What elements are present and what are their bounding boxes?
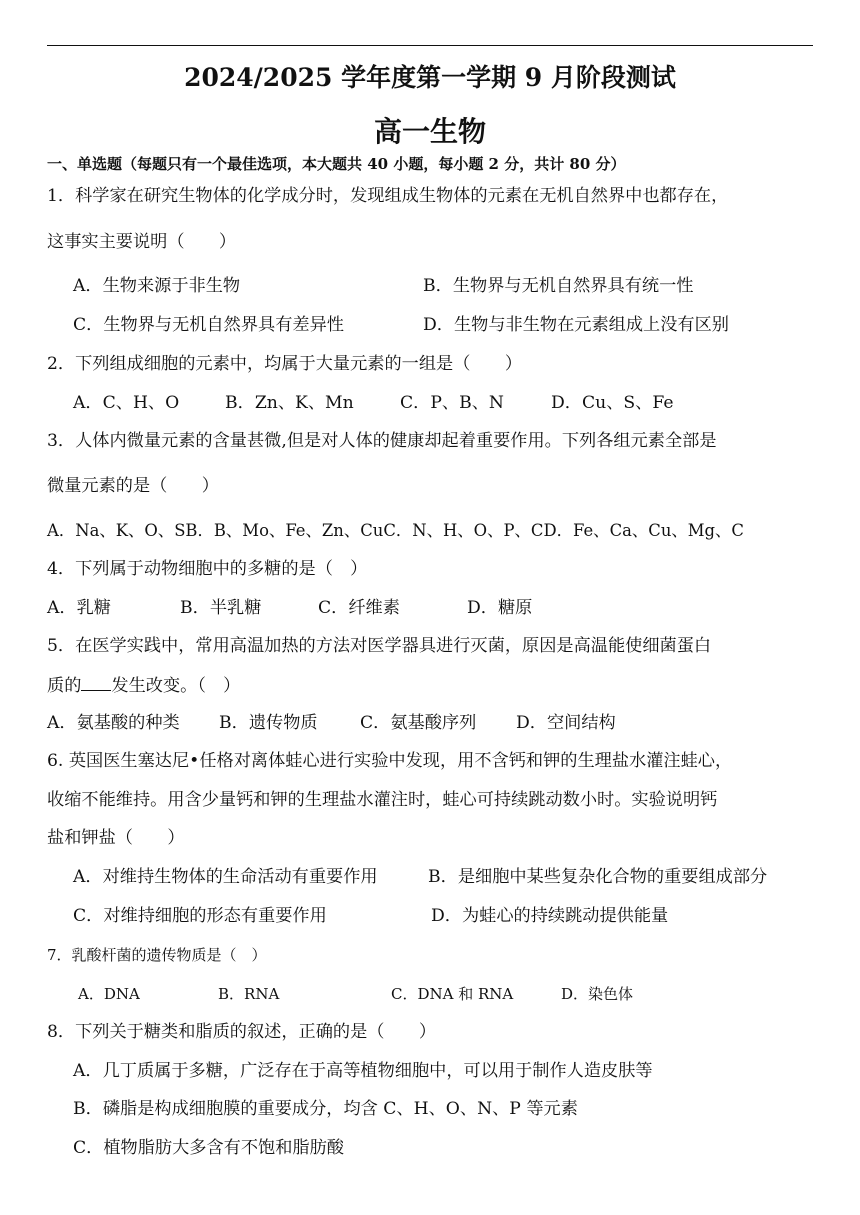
subject-title: 高一生物 — [373, 115, 486, 148]
q8-option-a: A．几丁质属于多糖，广泛存在于高等植物细胞中，可以用于制作人造皮肤等 — [73, 1061, 653, 1081]
q5-option-d: D．空间结构 — [516, 713, 616, 733]
q1-option-c: C．生物界与无机自然界具有差异性 — [73, 315, 344, 335]
q5-answer-blank — [81, 673, 111, 691]
q3-stem-line2: 微量元素的是（ ） — [47, 476, 219, 496]
q2-option-d: D．Cu、S、Fe — [551, 393, 674, 413]
q4-option-a: A．乳糖 — [47, 598, 111, 618]
q6-stem-line2: 收缩不能维持。用含少量钙和钾的生理盐水灌注时，蛙心可持续跳动数小时。实验说明钙 — [47, 790, 718, 810]
q2-option-c: C．P、B、N — [400, 393, 504, 413]
q3-options: A．Na、K、O、SB．B、Mo、Fe、Zn、CuC．N、H、O、P、CD．Fe、Ca、Cu、Mg、C — [47, 521, 744, 540]
q5-option-c: C．氨基酸序列 — [360, 713, 477, 733]
q5-stem-line2 — [47, 673, 240, 698]
q6-option-b: B．是细胞中某些复杂化合物的重要组成部分 — [428, 867, 768, 887]
q7-stem: 7．乳酸杆菌的遗传物质是（ ） — [47, 946, 267, 964]
q6-option-a: A．对维持生物体的生命活动有重要作用 — [73, 867, 378, 887]
q7-option-a: A．DNA — [78, 985, 140, 1003]
q1-option-d: D．生物与非生物在元素组成上没有区别 — [423, 315, 729, 335]
q1-stem-line1: 1．科学家在研究生物体的化学成分时，发现组成生物体的元素在无机自然界中也都存在， — [47, 186, 729, 206]
q5-option-b: B．遗传物质 — [219, 713, 318, 733]
q4-option-b: B．半乳糖 — [180, 598, 262, 618]
q1-stem-line2: 这事实主要说明（ ） — [47, 232, 237, 252]
q2-option-b: B．Zn、K、Mn — [225, 393, 354, 413]
q8-stem: 8．下列关于糖类和脂质的叙述，正确的是（ ） — [47, 1022, 437, 1042]
q8-option-c: C．植物脂肪大多含有不饱和脂肪酸 — [73, 1138, 344, 1158]
q5-stem-part2: 发生改变。（ ） — [111, 676, 241, 696]
q6-stem-line3: 盐和钾盐（ ） — [47, 828, 185, 848]
q7-option-d: D．染色体 — [561, 985, 634, 1003]
q2-stem: 2．下列组成细胞的元素中，均属于大量元素的一组是（ ） — [47, 354, 523, 374]
q7-option-c: C．DNA 和 RNA — [391, 985, 514, 1003]
q1-option-a: A．生物来源于非生物 — [73, 276, 241, 296]
q5-stem-line1: 5．在医学实践中，常用高温加热的方法对医学器具进行灭菌，原因是高温能使细菌蛋白 — [47, 636, 712, 656]
q4-stem: 4．下列属于动物细胞中的多糖的是（ ） — [47, 559, 368, 579]
section-heading: 一、单选题（每题只有一个最佳选项，本大题共 40 小题，每小题 2 分，共计 80 分） — [47, 155, 626, 173]
exam-title: 2024/2025 学年度第一学期 9 月阶段测试 — [184, 63, 676, 92]
q6-option-c: C．对维持细胞的形态有重要作用 — [73, 906, 327, 926]
q8-option-b: B．磷脂是构成细胞膜的重要成分，均含 C、H、O、N、P 等元素 — [73, 1099, 578, 1119]
q6-stem-line1: 6. 英国医生塞达尼•任格对离体蛙心进行实验中发现，用不含钙和钾的生理盐水灌注蛙心， — [47, 751, 733, 771]
header-rule — [47, 45, 813, 46]
q4-option-c: C．纤维素 — [318, 598, 400, 618]
q2-option-a: A．C、H、O — [73, 393, 180, 413]
q4-option-d: D．糖原 — [467, 598, 533, 618]
q5-option-a: A．氨基酸的种类 — [47, 713, 180, 733]
q6-option-d: D．为蛙心的持续跳动提供能量 — [431, 906, 669, 926]
q1-option-b: B．生物界与无机自然界具有统一性 — [423, 276, 694, 296]
q7-option-b: B．RNA — [218, 985, 280, 1003]
q3-stem-line1: 3．人体内微量元素的含量甚微,但是对人体的健康却起着重要作用。下列各组元素全部是 — [47, 431, 717, 451]
q5-stem-part1: 质的 — [47, 676, 82, 696]
